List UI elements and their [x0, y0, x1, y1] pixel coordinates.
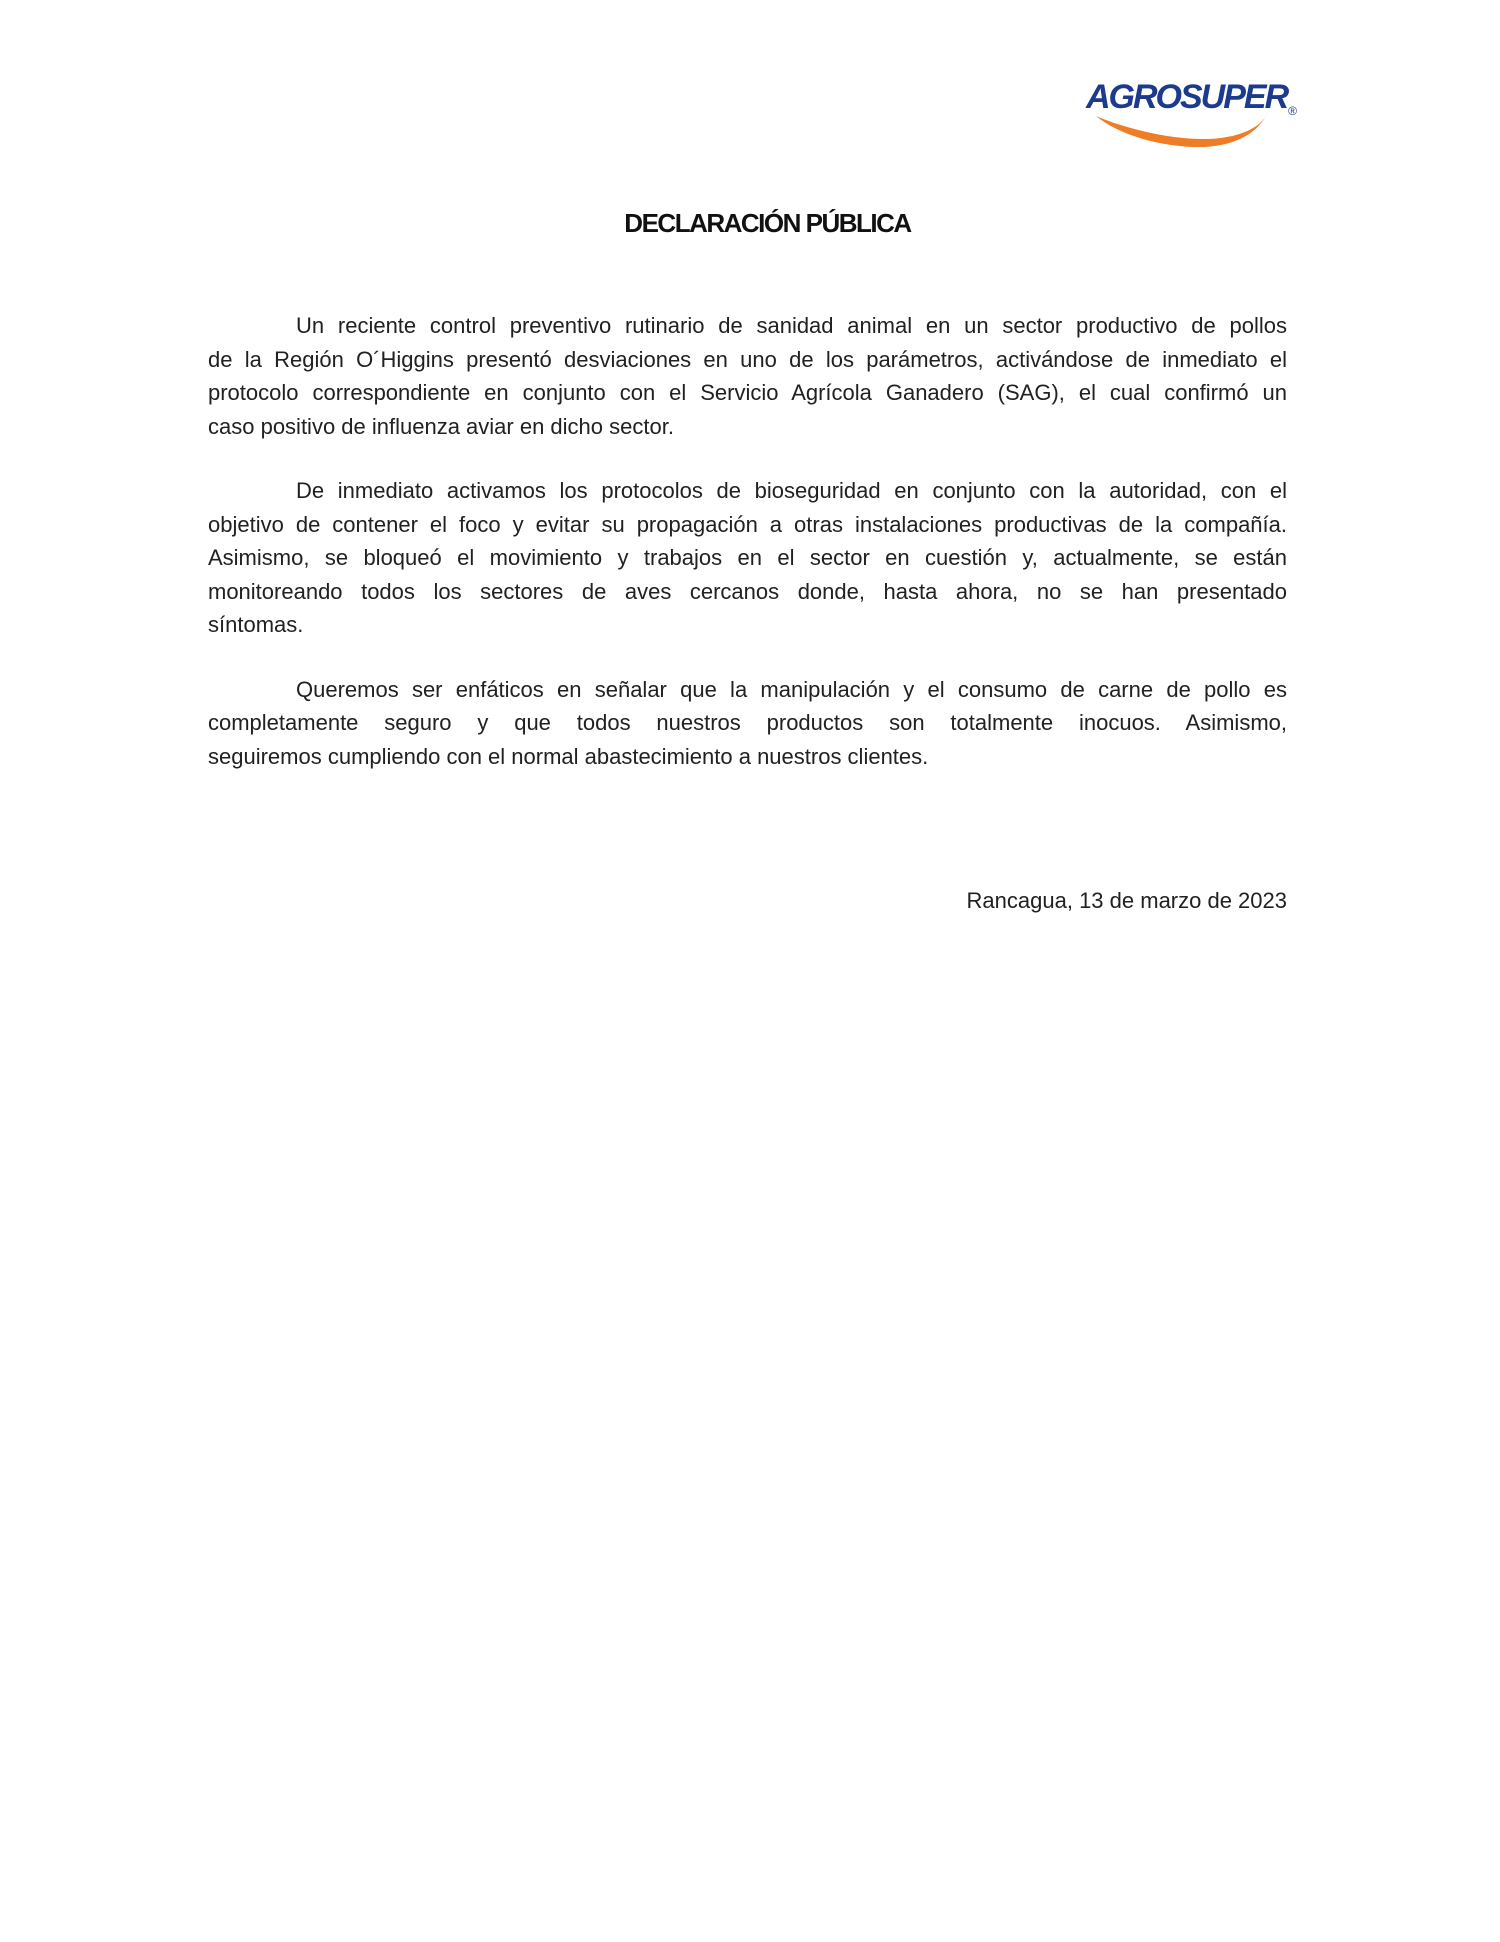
paragraph-2: [208, 474, 1287, 642]
brand-logo: [1086, 80, 1296, 150]
body-line: de la Región O´Higgins presentó desviaciones en uno de los parámetros, activándose de inmediato el: [208, 346, 1287, 372]
body-line: completamente seguro y que todos nuestros productos son totalmente inocuos. Asimismo,: [208, 710, 1287, 735]
body-line: Asimismo, se bloqueó el movimiento y trabajos en el sector en cuestión y, actualmente, se están: [208, 545, 1287, 570]
paragraph-3: [208, 673, 1287, 774]
body-line: Un reciente control preventivo rutinario de sanidad animal en un sector productivo de pollos: [296, 313, 1287, 338]
brand-swoosh-icon: [1090, 108, 1290, 150]
dateline: Rancagua, 13 de marzo de 2023: [966, 888, 1287, 913]
registered-trademark-icon: ®: [1288, 104, 1297, 118]
page-title: DECLARACIÓN PÚBLICA: [624, 208, 911, 238]
body-line: De inmediato activamos los protocolos de bioseguridad en conjunto con la autoridad, con el: [296, 478, 1287, 503]
body-line: objetivo de contener el foco y evitar su propagación a otras instalaciones productivas de la compañía.: [208, 511, 1287, 537]
paragraph-1: [208, 309, 1287, 443]
body-line: caso positivo de influenza aviar en dicho sector.: [208, 413, 674, 439]
document-body: [208, 309, 1287, 918]
brand-wordmark: AGROSUPER: [1086, 78, 1288, 116]
body-line: monitoreando todos los sectores de aves cercanos donde, hasta ahora, no se han presentado: [208, 578, 1287, 604]
body-line: seguiremos cumpliendo con el normal abastecimiento a nuestros clientes.: [208, 743, 929, 769]
body-line: síntomas.: [208, 612, 304, 637]
body-line: protocolo correspondiente en conjunto con el Servicio Agrícola Ganadero (SAG), el cual confirmó un: [208, 380, 1287, 405]
body-line: Queremos ser enfáticos en señalar que la manipulación y el consumo de carne de pollo es: [296, 676, 1287, 702]
